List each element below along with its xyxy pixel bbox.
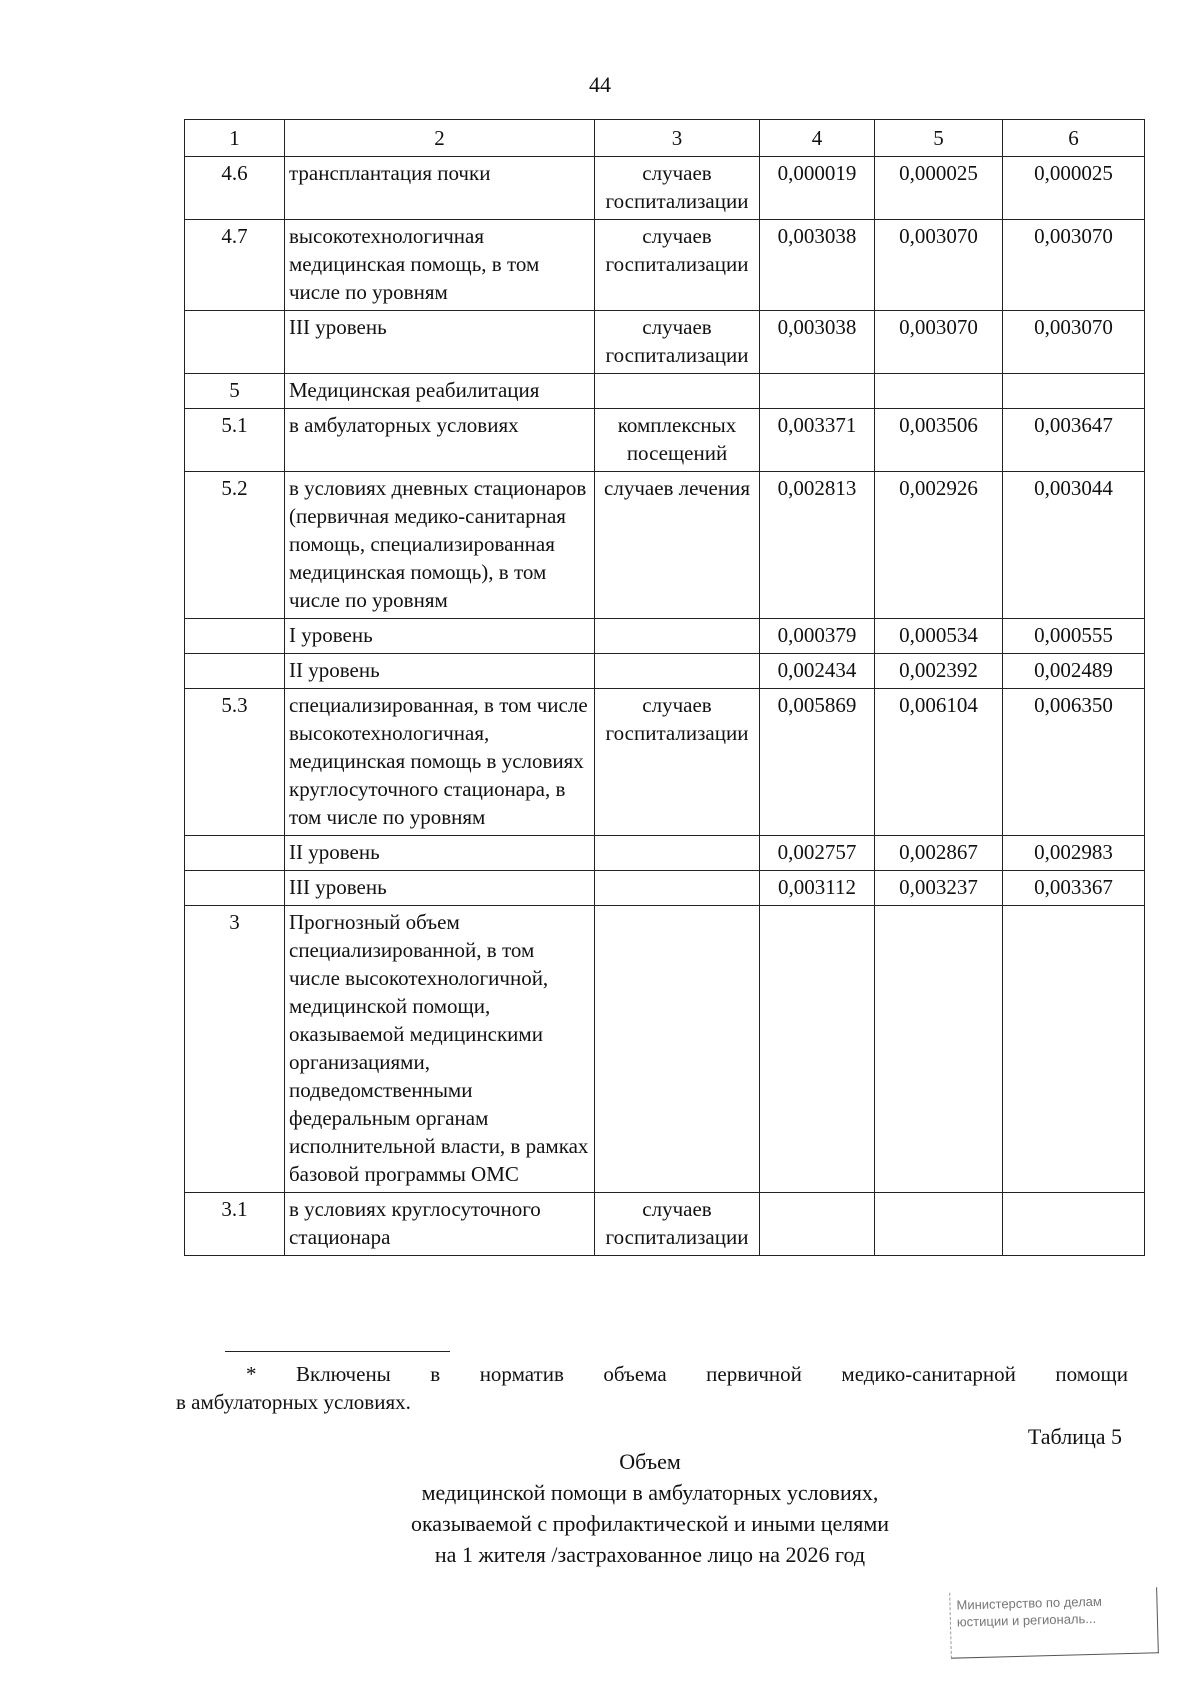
indicator-name-cell: Медицинская реабилитация	[285, 374, 595, 409]
indicator-name-cell: в условиях дневных стационаров (первичная медико-санитарная помощь, специализированная медицинская помощь), в том числе по уровням	[285, 472, 595, 619]
value-col6-cell: 0,003044	[1003, 472, 1145, 619]
footnote-word: объема	[603, 1362, 667, 1386]
value-col4-cell: 0,002813	[760, 472, 875, 619]
row-number-cell	[185, 654, 285, 689]
header-cell-4: 4	[760, 120, 875, 157]
value-col4-cell	[760, 374, 875, 409]
stamp-line-1: Министерство по делам	[956, 1593, 1103, 1613]
ministry-stamp	[949, 1587, 1159, 1658]
value-col5-cell	[875, 1193, 1003, 1256]
indicator-name-cell: Прогнозный объем специализированной, в том числе высокотехнологичной, медицинской помощи, оказываемой медицинскими организациями, подведомственными федеральным органам исполнительной власти, в рамках базовой программы ОМС	[285, 906, 595, 1193]
row-number-cell: 5.3	[185, 689, 285, 836]
footnote-word: первичной	[706, 1362, 802, 1386]
indicator-name-cell: специализированная, в том числе высокотехнологичная, медицинская помощь в условиях круглосуточного стационара, в том числе по уровням	[285, 689, 595, 836]
footnote-word: помощи	[1055, 1362, 1128, 1386]
table-row	[185, 871, 1145, 906]
table-row	[185, 311, 1145, 374]
unit-cell: случаев госпитализации	[595, 311, 760, 374]
value-col4-cell: 0,003112	[760, 871, 875, 906]
table-title-line-1: медицинской помощи в амбулаторных условиях,	[421, 1480, 879, 1505]
table-title-block	[0, 1446, 1200, 1570]
indicator-name-cell: II уровень	[285, 836, 595, 871]
value-col4-cell: 0,003038	[760, 311, 875, 374]
value-col4-cell	[760, 906, 875, 1193]
unit-cell	[595, 619, 760, 654]
footnote-word: Включены	[295, 1362, 391, 1386]
value-col6-cell: 0,003367	[1003, 871, 1145, 906]
value-col4-cell: 0,002434	[760, 654, 875, 689]
unit-cell: комплексных посещений	[595, 409, 760, 472]
table-row	[185, 619, 1145, 654]
header-cell-3: 3	[595, 120, 760, 157]
value-col6-cell	[1003, 374, 1145, 409]
header-cell-5: 5	[875, 120, 1003, 157]
row-number-cell	[185, 836, 285, 871]
footnote-line-1	[176, 1360, 1128, 1388]
value-col4-cell: 0,000019	[760, 157, 875, 220]
value-col5-cell	[875, 374, 1003, 409]
table-caption-label: Таблица 5	[1027, 1424, 1122, 1449]
table-row	[185, 220, 1145, 311]
value-col6-cell: 0,003070	[1003, 220, 1145, 311]
page-number: 44	[589, 72, 611, 97]
stamp-line-2: юстиции и региональ...	[956, 1610, 1097, 1630]
value-col6-cell: 0,000555	[1003, 619, 1145, 654]
header-row	[185, 120, 1145, 157]
value-col5-cell: 0,006104	[875, 689, 1003, 836]
value-col6-cell: 0,003070	[1003, 311, 1145, 374]
indicator-name-cell: в условиях круглосуточного стационара	[285, 1193, 595, 1256]
value-col6-cell: 0,002489	[1003, 654, 1145, 689]
indicator-name-cell: II уровень	[285, 654, 595, 689]
volume-table	[184, 119, 1145, 1256]
table-title-line-3: на 1 жителя /застрахованное лицо на 2026 год	[434, 1542, 866, 1567]
footnote-divider	[225, 1351, 450, 1352]
value-col6-cell	[1003, 906, 1145, 1193]
row-number-cell: 5.1	[185, 409, 285, 472]
value-col5-cell: 0,003506	[875, 409, 1003, 472]
value-col5-cell: 0,002392	[875, 654, 1003, 689]
value-col4-cell: 0,005869	[760, 689, 875, 836]
footnote-line-2: в амбулаторных условиях.	[176, 1390, 411, 1414]
row-number-cell: 3.1	[185, 1193, 285, 1256]
value-col5-cell: 0,003237	[875, 871, 1003, 906]
unit-cell: случаев госпитализации	[595, 220, 760, 311]
value-col4-cell: 0,003038	[760, 220, 875, 311]
value-col5-cell: 0,003070	[875, 311, 1003, 374]
indicator-name-cell: трансплантация почки	[285, 157, 595, 220]
footnote-word: медико-санитарной	[841, 1362, 1016, 1386]
table-row	[185, 1193, 1145, 1256]
value-col6-cell: 0,003647	[1003, 409, 1145, 472]
unit-cell: случаев госпитализации	[595, 1193, 760, 1256]
header-cell-2: 2	[285, 120, 595, 157]
value-col4-cell: 0,003371	[760, 409, 875, 472]
table-row	[185, 374, 1145, 409]
table-row	[185, 472, 1145, 619]
footnote-marker: *	[246, 1362, 257, 1386]
unit-cell	[595, 906, 760, 1193]
table-row	[185, 654, 1145, 689]
footnote-word: норматив	[479, 1362, 564, 1386]
row-number-cell: 5	[185, 374, 285, 409]
row-number-cell: 3	[185, 906, 285, 1193]
value-col5-cell: 0,000534	[875, 619, 1003, 654]
value-col5-cell: 0,002867	[875, 836, 1003, 871]
unit-cell: случаев лечения	[595, 472, 760, 619]
value-col4-cell: 0,002757	[760, 836, 875, 871]
row-number-cell	[185, 311, 285, 374]
footnote	[176, 1360, 1128, 1416]
row-number-cell: 4.6	[185, 157, 285, 220]
value-col6-cell	[1003, 1193, 1145, 1256]
table-body	[185, 157, 1145, 1256]
row-number-cell	[185, 871, 285, 906]
value-col5-cell	[875, 906, 1003, 1193]
indicator-name-cell: III уровень	[285, 311, 595, 374]
header-cell-6: 6	[1003, 120, 1145, 157]
table-row	[185, 689, 1145, 836]
header-cell-1: 1	[185, 120, 285, 157]
indicator-name-cell: высокотехнологичная медицинская помощь, в том числе по уровням	[285, 220, 595, 311]
row-number-cell	[185, 619, 285, 654]
unit-cell: случаев госпитализации	[595, 157, 760, 220]
value-col4-cell	[760, 1193, 875, 1256]
value-col4-cell: 0,000379	[760, 619, 875, 654]
value-col5-cell: 0,000025	[875, 157, 1003, 220]
indicator-name-cell: III уровень	[285, 871, 595, 906]
unit-cell	[595, 836, 760, 871]
row-number-cell: 4.7	[185, 220, 285, 311]
value-col6-cell: 0,000025	[1003, 157, 1145, 220]
value-col5-cell: 0,002926	[875, 472, 1003, 619]
unit-cell	[595, 871, 760, 906]
unit-cell	[595, 654, 760, 689]
value-col6-cell: 0,006350	[1003, 689, 1145, 836]
table-title: Объем	[619, 1449, 681, 1474]
table-row	[185, 906, 1145, 1193]
unit-cell: случаев госпитализации	[595, 689, 760, 836]
indicator-name-cell: I уровень	[285, 619, 595, 654]
unit-cell	[595, 374, 760, 409]
value-col5-cell: 0,003070	[875, 220, 1003, 311]
table-title-line-2: оказываемой с профилактической и иными целями	[410, 1511, 890, 1536]
table-row	[185, 409, 1145, 472]
indicator-name-cell: в амбулаторных условиях	[285, 409, 595, 472]
row-number-cell: 5.2	[185, 472, 285, 619]
table-row	[185, 836, 1145, 871]
value-col6-cell: 0,002983	[1003, 836, 1145, 871]
footnote-word: в	[430, 1362, 441, 1386]
table-row	[185, 157, 1145, 220]
